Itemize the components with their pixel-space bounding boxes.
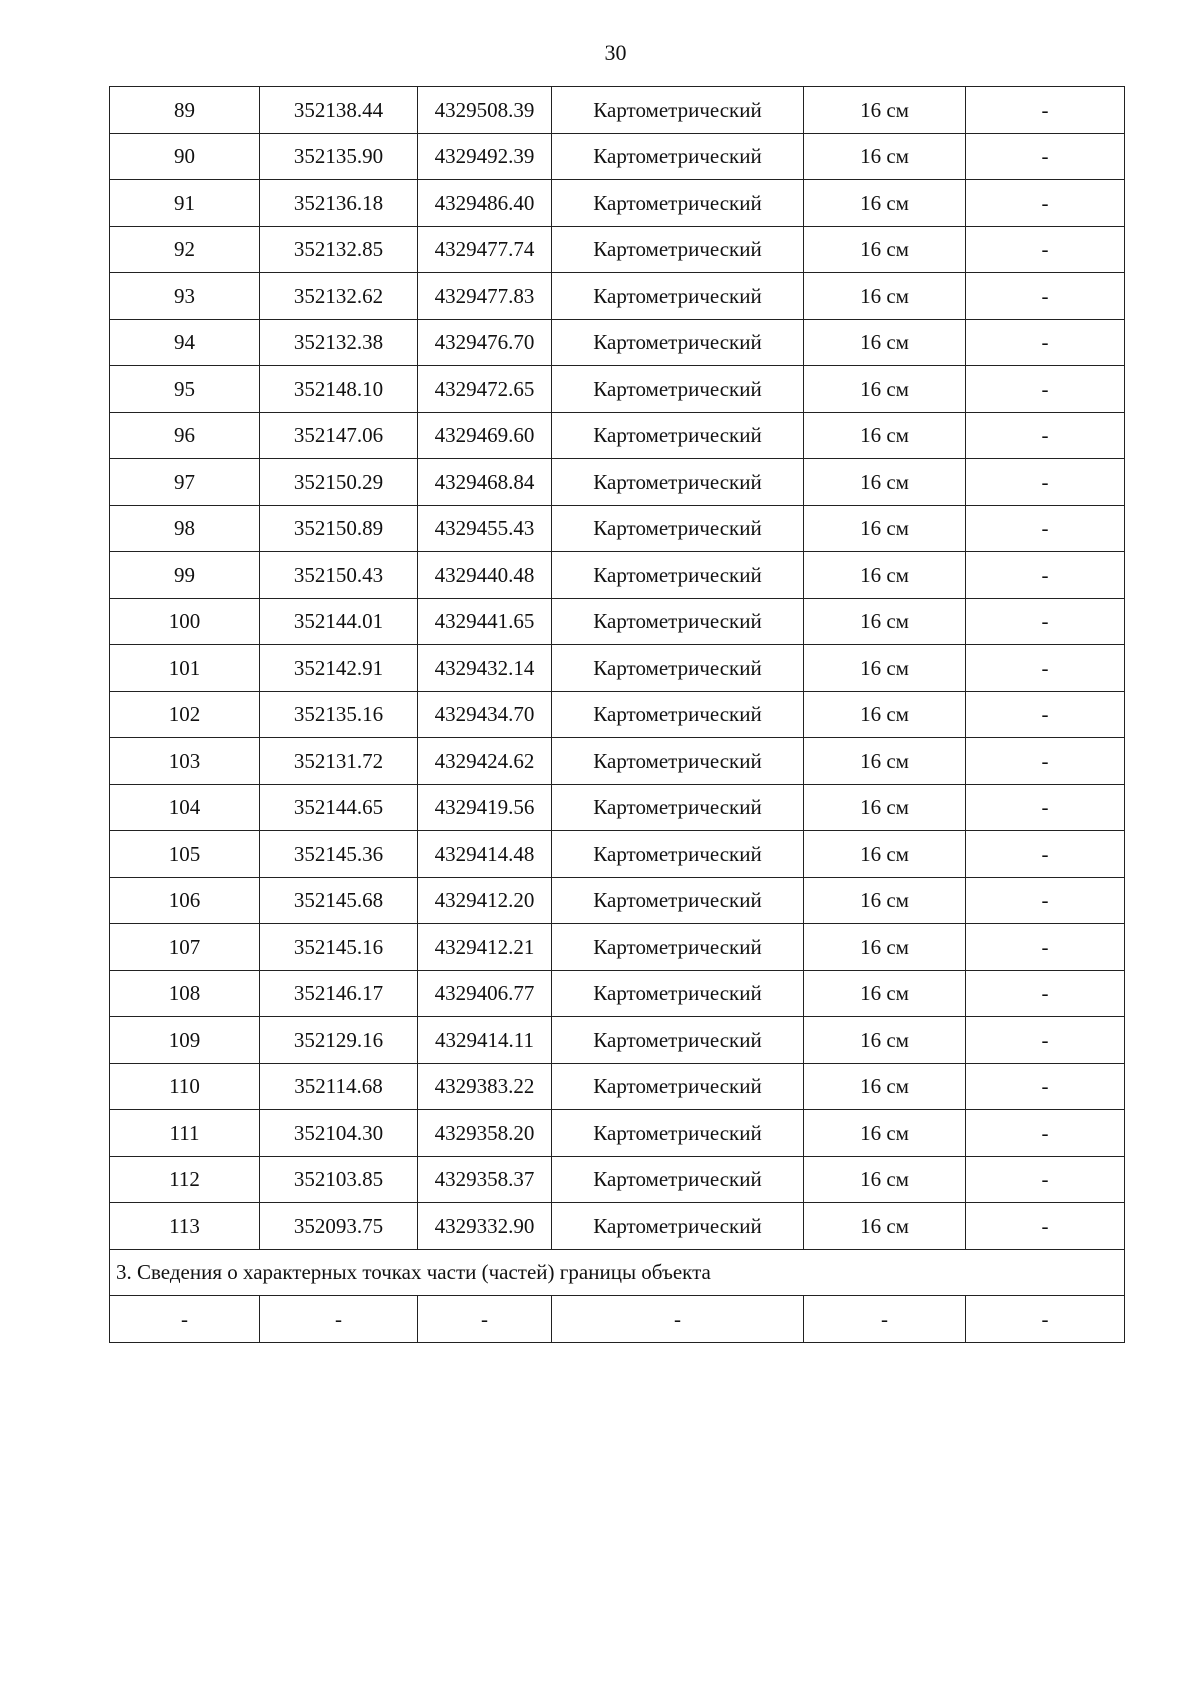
table-row: [110, 459, 1125, 506]
note-cell: -: [966, 459, 1125, 506]
x-coordinate-cell: 352131.72: [260, 738, 418, 785]
point-number-cell: 89: [110, 87, 260, 134]
point-number-cell: 90: [110, 133, 260, 180]
note-cell: -: [966, 319, 1125, 366]
y-coordinate-cell: 4329472.65: [418, 366, 552, 413]
accuracy-cell: 16 см: [804, 691, 966, 738]
point-number-cell: 100: [110, 598, 260, 645]
x-coordinate-cell: 352136.18: [260, 180, 418, 227]
accuracy-cell: 16 см: [804, 133, 966, 180]
accuracy-cell: 16 см: [804, 924, 966, 971]
table-row: [110, 552, 1125, 599]
empty-cell: -: [966, 1296, 1125, 1343]
x-coordinate-cell: 352132.38: [260, 319, 418, 366]
table-row: [110, 645, 1125, 692]
y-coordinate-cell: 4329406.77: [418, 970, 552, 1017]
table-row: [110, 970, 1125, 1017]
note-cell: -: [966, 87, 1125, 134]
x-coordinate-cell: 352147.06: [260, 412, 418, 459]
x-coordinate-cell: 352114.68: [260, 1063, 418, 1110]
y-coordinate-cell: 4329476.70: [418, 319, 552, 366]
note-cell: -: [966, 784, 1125, 831]
accuracy-cell: 16 см: [804, 1063, 966, 1110]
point-number-cell: 108: [110, 970, 260, 1017]
table-row: [110, 1110, 1125, 1157]
empty-cell: -: [110, 1296, 260, 1343]
accuracy-cell: 16 см: [804, 459, 966, 506]
x-coordinate-cell: 352145.36: [260, 831, 418, 878]
point-number-cell: 112: [110, 1156, 260, 1203]
point-number-cell: 91: [110, 180, 260, 227]
empty-cell: -: [260, 1296, 418, 1343]
table-row: [110, 831, 1125, 878]
method-cell: Картометрический: [552, 1203, 804, 1250]
point-number-cell: 92: [110, 226, 260, 273]
method-cell: Картометрический: [552, 784, 804, 831]
note-cell: -: [966, 970, 1125, 1017]
accuracy-cell: 16 см: [804, 1017, 966, 1064]
accuracy-cell: 16 см: [804, 226, 966, 273]
point-number-cell: 93: [110, 273, 260, 320]
y-coordinate-cell: 4329477.83: [418, 273, 552, 320]
y-coordinate-cell: 4329432.14: [418, 645, 552, 692]
table-row: [110, 226, 1125, 273]
y-coordinate-cell: 4329469.60: [418, 412, 552, 459]
point-number-cell: 113: [110, 1203, 260, 1250]
x-coordinate-cell: 352150.89: [260, 505, 418, 552]
note-cell: -: [966, 412, 1125, 459]
y-coordinate-cell: 4329414.11: [418, 1017, 552, 1064]
x-coordinate-cell: 352135.16: [260, 691, 418, 738]
y-coordinate-cell: 4329424.62: [418, 738, 552, 785]
method-cell: Картометрический: [552, 226, 804, 273]
section-3-title-row: [110, 1249, 1125, 1296]
point-number-cell: 99: [110, 552, 260, 599]
note-cell: -: [966, 738, 1125, 785]
accuracy-cell: 16 см: [804, 366, 966, 413]
x-coordinate-cell: 352135.90: [260, 133, 418, 180]
table-row: [110, 598, 1125, 645]
note-cell: -: [966, 877, 1125, 924]
x-coordinate-cell: 352144.65: [260, 784, 418, 831]
table-row: [110, 877, 1125, 924]
method-cell: Картометрический: [552, 505, 804, 552]
coordinates-table-body: [110, 87, 1125, 1343]
table-row: [110, 87, 1125, 134]
point-number-cell: 105: [110, 831, 260, 878]
accuracy-cell: 16 см: [804, 877, 966, 924]
method-cell: Картометрический: [552, 180, 804, 227]
x-coordinate-cell: 352145.16: [260, 924, 418, 971]
x-coordinate-cell: 352132.85: [260, 226, 418, 273]
y-coordinate-cell: 4329412.21: [418, 924, 552, 971]
accuracy-cell: 16 см: [804, 505, 966, 552]
y-coordinate-cell: 4329440.48: [418, 552, 552, 599]
y-coordinate-cell: 4329441.65: [418, 598, 552, 645]
method-cell: Картометрический: [552, 459, 804, 506]
point-number-cell: 106: [110, 877, 260, 924]
y-coordinate-cell: 4329492.39: [418, 133, 552, 180]
table-row: [110, 924, 1125, 971]
y-coordinate-cell: 4329468.84: [418, 459, 552, 506]
x-coordinate-cell: 352093.75: [260, 1203, 418, 1250]
x-coordinate-cell: 352103.85: [260, 1156, 418, 1203]
method-cell: Картометрический: [552, 598, 804, 645]
point-number-cell: 107: [110, 924, 260, 971]
accuracy-cell: 16 см: [804, 784, 966, 831]
empty-cell: -: [418, 1296, 552, 1343]
method-cell: Картометрический: [552, 412, 804, 459]
accuracy-cell: 16 см: [804, 273, 966, 320]
table-row: [110, 1203, 1125, 1250]
accuracy-cell: 16 см: [804, 180, 966, 227]
table-row: [110, 1063, 1125, 1110]
point-number-cell: 98: [110, 505, 260, 552]
page-number: 30: [604, 40, 627, 65]
note-cell: -: [966, 1156, 1125, 1203]
method-cell: Картометрический: [552, 319, 804, 366]
y-coordinate-cell: 4329419.56: [418, 784, 552, 831]
point-number-cell: 103: [110, 738, 260, 785]
y-coordinate-cell: 4329455.43: [418, 505, 552, 552]
note-cell: -: [966, 831, 1125, 878]
method-cell: Картометрический: [552, 738, 804, 785]
coordinates-table: [109, 86, 1125, 1343]
point-number-cell: 102: [110, 691, 260, 738]
method-cell: Картометрический: [552, 1063, 804, 1110]
y-coordinate-cell: 4329358.20: [418, 1110, 552, 1157]
method-cell: Картометрический: [552, 691, 804, 738]
table-row: [110, 366, 1125, 413]
point-number-cell: 111: [110, 1110, 260, 1157]
table-row: [110, 1156, 1125, 1203]
method-cell: Картометрический: [552, 1156, 804, 1203]
note-cell: -: [966, 133, 1125, 180]
x-coordinate-cell: 352138.44: [260, 87, 418, 134]
empty-cell: -: [552, 1296, 804, 1343]
y-coordinate-cell: 4329332.90: [418, 1203, 552, 1250]
note-cell: -: [966, 924, 1125, 971]
note-cell: -: [966, 552, 1125, 599]
method-cell: Картометрический: [552, 1110, 804, 1157]
y-coordinate-cell: 4329358.37: [418, 1156, 552, 1203]
x-coordinate-cell: 352144.01: [260, 598, 418, 645]
accuracy-cell: 16 см: [804, 552, 966, 599]
table-row: [110, 505, 1125, 552]
table-row: [110, 180, 1125, 227]
note-cell: -: [966, 180, 1125, 227]
method-cell: Картометрический: [552, 877, 804, 924]
section-3-empty-row: [110, 1296, 1125, 1343]
point-number-cell: 104: [110, 784, 260, 831]
method-cell: Картометрический: [552, 552, 804, 599]
table-row: [110, 738, 1125, 785]
table-row: [110, 784, 1125, 831]
x-coordinate-cell: 352148.10: [260, 366, 418, 413]
x-coordinate-cell: 352150.29: [260, 459, 418, 506]
x-coordinate-cell: 352129.16: [260, 1017, 418, 1064]
accuracy-cell: 16 см: [804, 1203, 966, 1250]
point-number-cell: 101: [110, 645, 260, 692]
note-cell: -: [966, 598, 1125, 645]
y-coordinate-cell: 4329434.70: [418, 691, 552, 738]
accuracy-cell: 16 см: [804, 1156, 966, 1203]
accuracy-cell: 16 см: [804, 412, 966, 459]
note-cell: -: [966, 1110, 1125, 1157]
method-cell: Картометрический: [552, 970, 804, 1017]
x-coordinate-cell: 352142.91: [260, 645, 418, 692]
x-coordinate-cell: 352146.17: [260, 970, 418, 1017]
method-cell: Картометрический: [552, 645, 804, 692]
x-coordinate-cell: 352145.68: [260, 877, 418, 924]
note-cell: -: [966, 1203, 1125, 1250]
table-row: [110, 691, 1125, 738]
x-coordinate-cell: 352150.43: [260, 552, 418, 599]
accuracy-cell: 16 см: [804, 1110, 966, 1157]
accuracy-cell: 16 см: [804, 738, 966, 785]
point-number-cell: 97: [110, 459, 260, 506]
accuracy-cell: 16 см: [804, 87, 966, 134]
table-row: [110, 412, 1125, 459]
table-row: [110, 319, 1125, 366]
y-coordinate-cell: 4329486.40: [418, 180, 552, 227]
accuracy-cell: 16 см: [804, 831, 966, 878]
method-cell: Картометрический: [552, 87, 804, 134]
y-coordinate-cell: 4329383.22: [418, 1063, 552, 1110]
note-cell: -: [966, 691, 1125, 738]
x-coordinate-cell: 352104.30: [260, 1110, 418, 1157]
point-number-cell: 96: [110, 412, 260, 459]
y-coordinate-cell: 4329477.74: [418, 226, 552, 273]
empty-cell: -: [804, 1296, 966, 1343]
accuracy-cell: 16 см: [804, 598, 966, 645]
method-cell: Картометрический: [552, 273, 804, 320]
note-cell: -: [966, 366, 1125, 413]
accuracy-cell: 16 см: [804, 645, 966, 692]
table-row: [110, 1017, 1125, 1064]
point-number-cell: 94: [110, 319, 260, 366]
table-row: [110, 273, 1125, 320]
accuracy-cell: 16 см: [804, 319, 966, 366]
point-number-cell: 110: [110, 1063, 260, 1110]
x-coordinate-cell: 352132.62: [260, 273, 418, 320]
point-number-cell: 109: [110, 1017, 260, 1064]
note-cell: -: [966, 645, 1125, 692]
accuracy-cell: 16 см: [804, 970, 966, 1017]
method-cell: Картометрический: [552, 1017, 804, 1064]
note-cell: -: [966, 1063, 1125, 1110]
note-cell: -: [966, 505, 1125, 552]
section-3-title: 3. Сведения о характерных точках части (частей) границы объекта: [110, 1249, 1125, 1296]
note-cell: -: [966, 273, 1125, 320]
note-cell: -: [966, 1017, 1125, 1064]
y-coordinate-cell: 4329412.20: [418, 877, 552, 924]
y-coordinate-cell: 4329414.48: [418, 831, 552, 878]
table-row: [110, 133, 1125, 180]
method-cell: Картометрический: [552, 831, 804, 878]
method-cell: Картометрический: [552, 366, 804, 413]
note-cell: -: [966, 226, 1125, 273]
method-cell: Картометрический: [552, 133, 804, 180]
point-number-cell: 95: [110, 366, 260, 413]
y-coordinate-cell: 4329508.39: [418, 87, 552, 134]
method-cell: Картометрический: [552, 924, 804, 971]
